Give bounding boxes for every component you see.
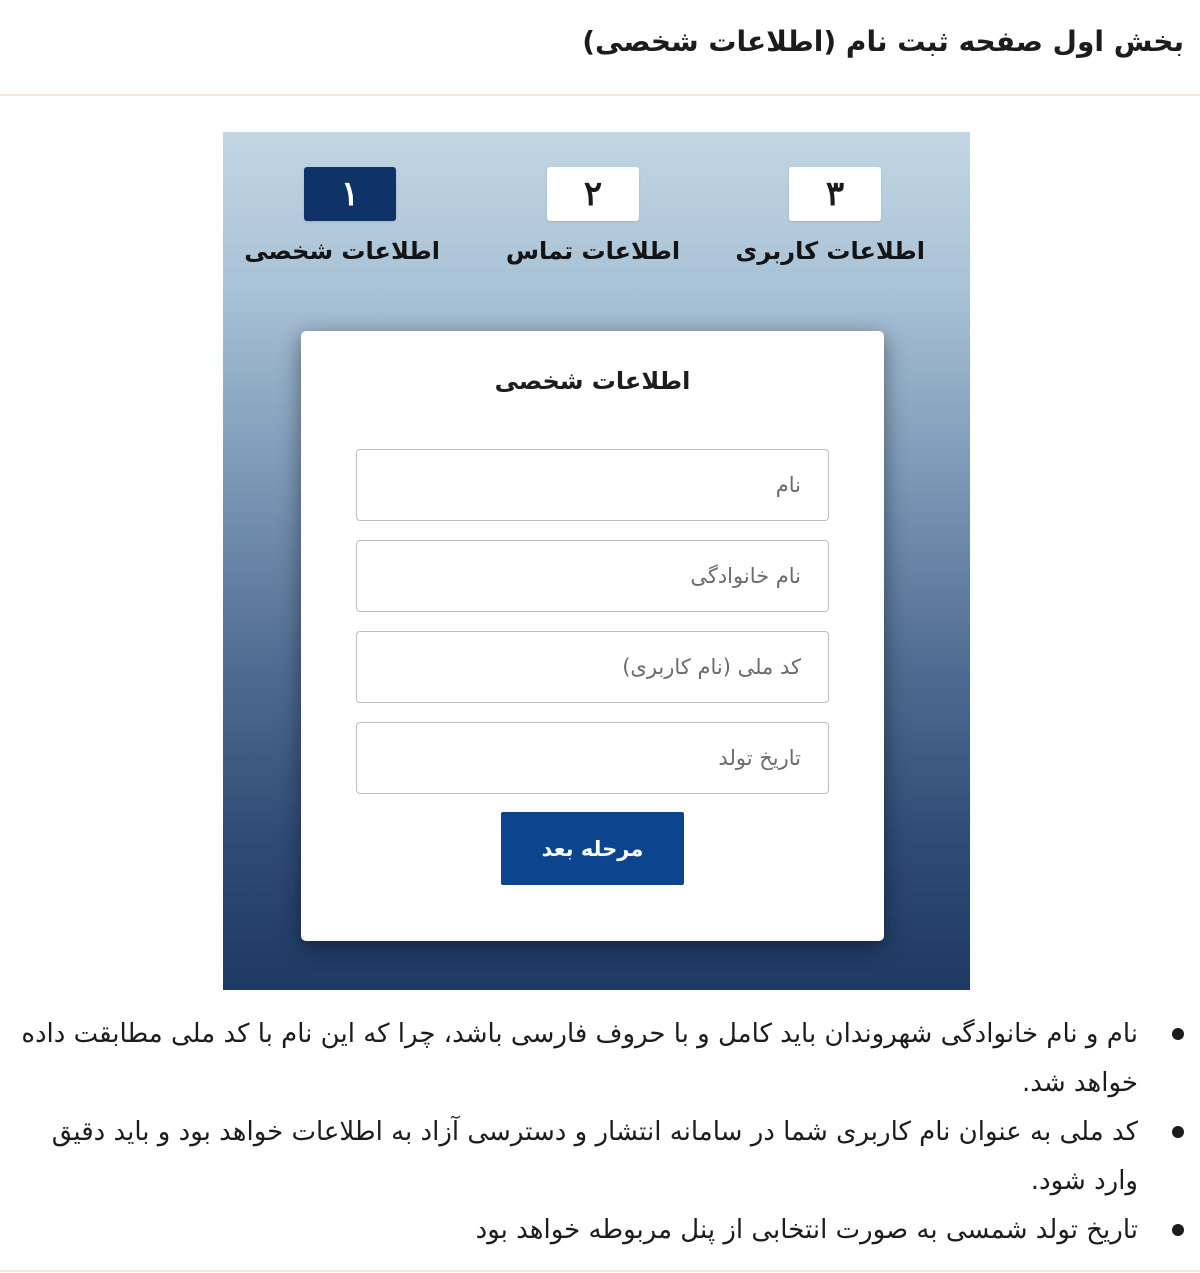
list-item: نام و نام خانوادگی شهروندان باید کامل و با حروف فارسی باشد، چرا که این نام با کد ملی مطابقت داده خواهد شد.: [16, 1010, 1160, 1108]
list-item: تاریخ تولد شمسی به صورت انتخابی از پنل مربوطه خواهد بود: [16, 1206, 1160, 1255]
first-name-input[interactable]: [356, 449, 829, 521]
step-label: اطلاعات تماس: [505, 237, 681, 265]
form-title: اطلاعات شخصی: [494, 367, 691, 395]
step-personal-info[interactable]: [244, 167, 440, 265]
step-label: اطلاعات کاربری: [735, 237, 925, 265]
step-number-box-active: ۱: [304, 167, 396, 221]
last-name-input[interactable]: [356, 540, 829, 612]
step-label: اطلاعات شخصی: [244, 237, 440, 265]
section-heading: بخش اول صفحه ثبت نام (اطلاعات شخصی): [582, 25, 1184, 58]
national-code-input[interactable]: [356, 631, 829, 703]
step-number-box: ۳: [789, 167, 881, 221]
divider: [0, 94, 1200, 96]
registration-screenshot: [223, 132, 970, 990]
next-step-button[interactable]: مرحله بعد: [501, 812, 684, 885]
step-number-box: ۲: [547, 167, 639, 221]
step-contact-info[interactable]: [503, 167, 683, 265]
step-user-info[interactable]: [735, 167, 925, 265]
list-item: کد ملی به عنوان نام کاربری شما در سامانه انتشار و دسترسی آزاد به اطلاعات خواهد بود و باید دقیق وارد شود.: [16, 1108, 1160, 1206]
notes-list: [16, 1010, 1160, 1255]
birth-date-input[interactable]: [356, 722, 829, 794]
divider: [0, 1270, 1200, 1272]
form-card: [301, 331, 884, 941]
